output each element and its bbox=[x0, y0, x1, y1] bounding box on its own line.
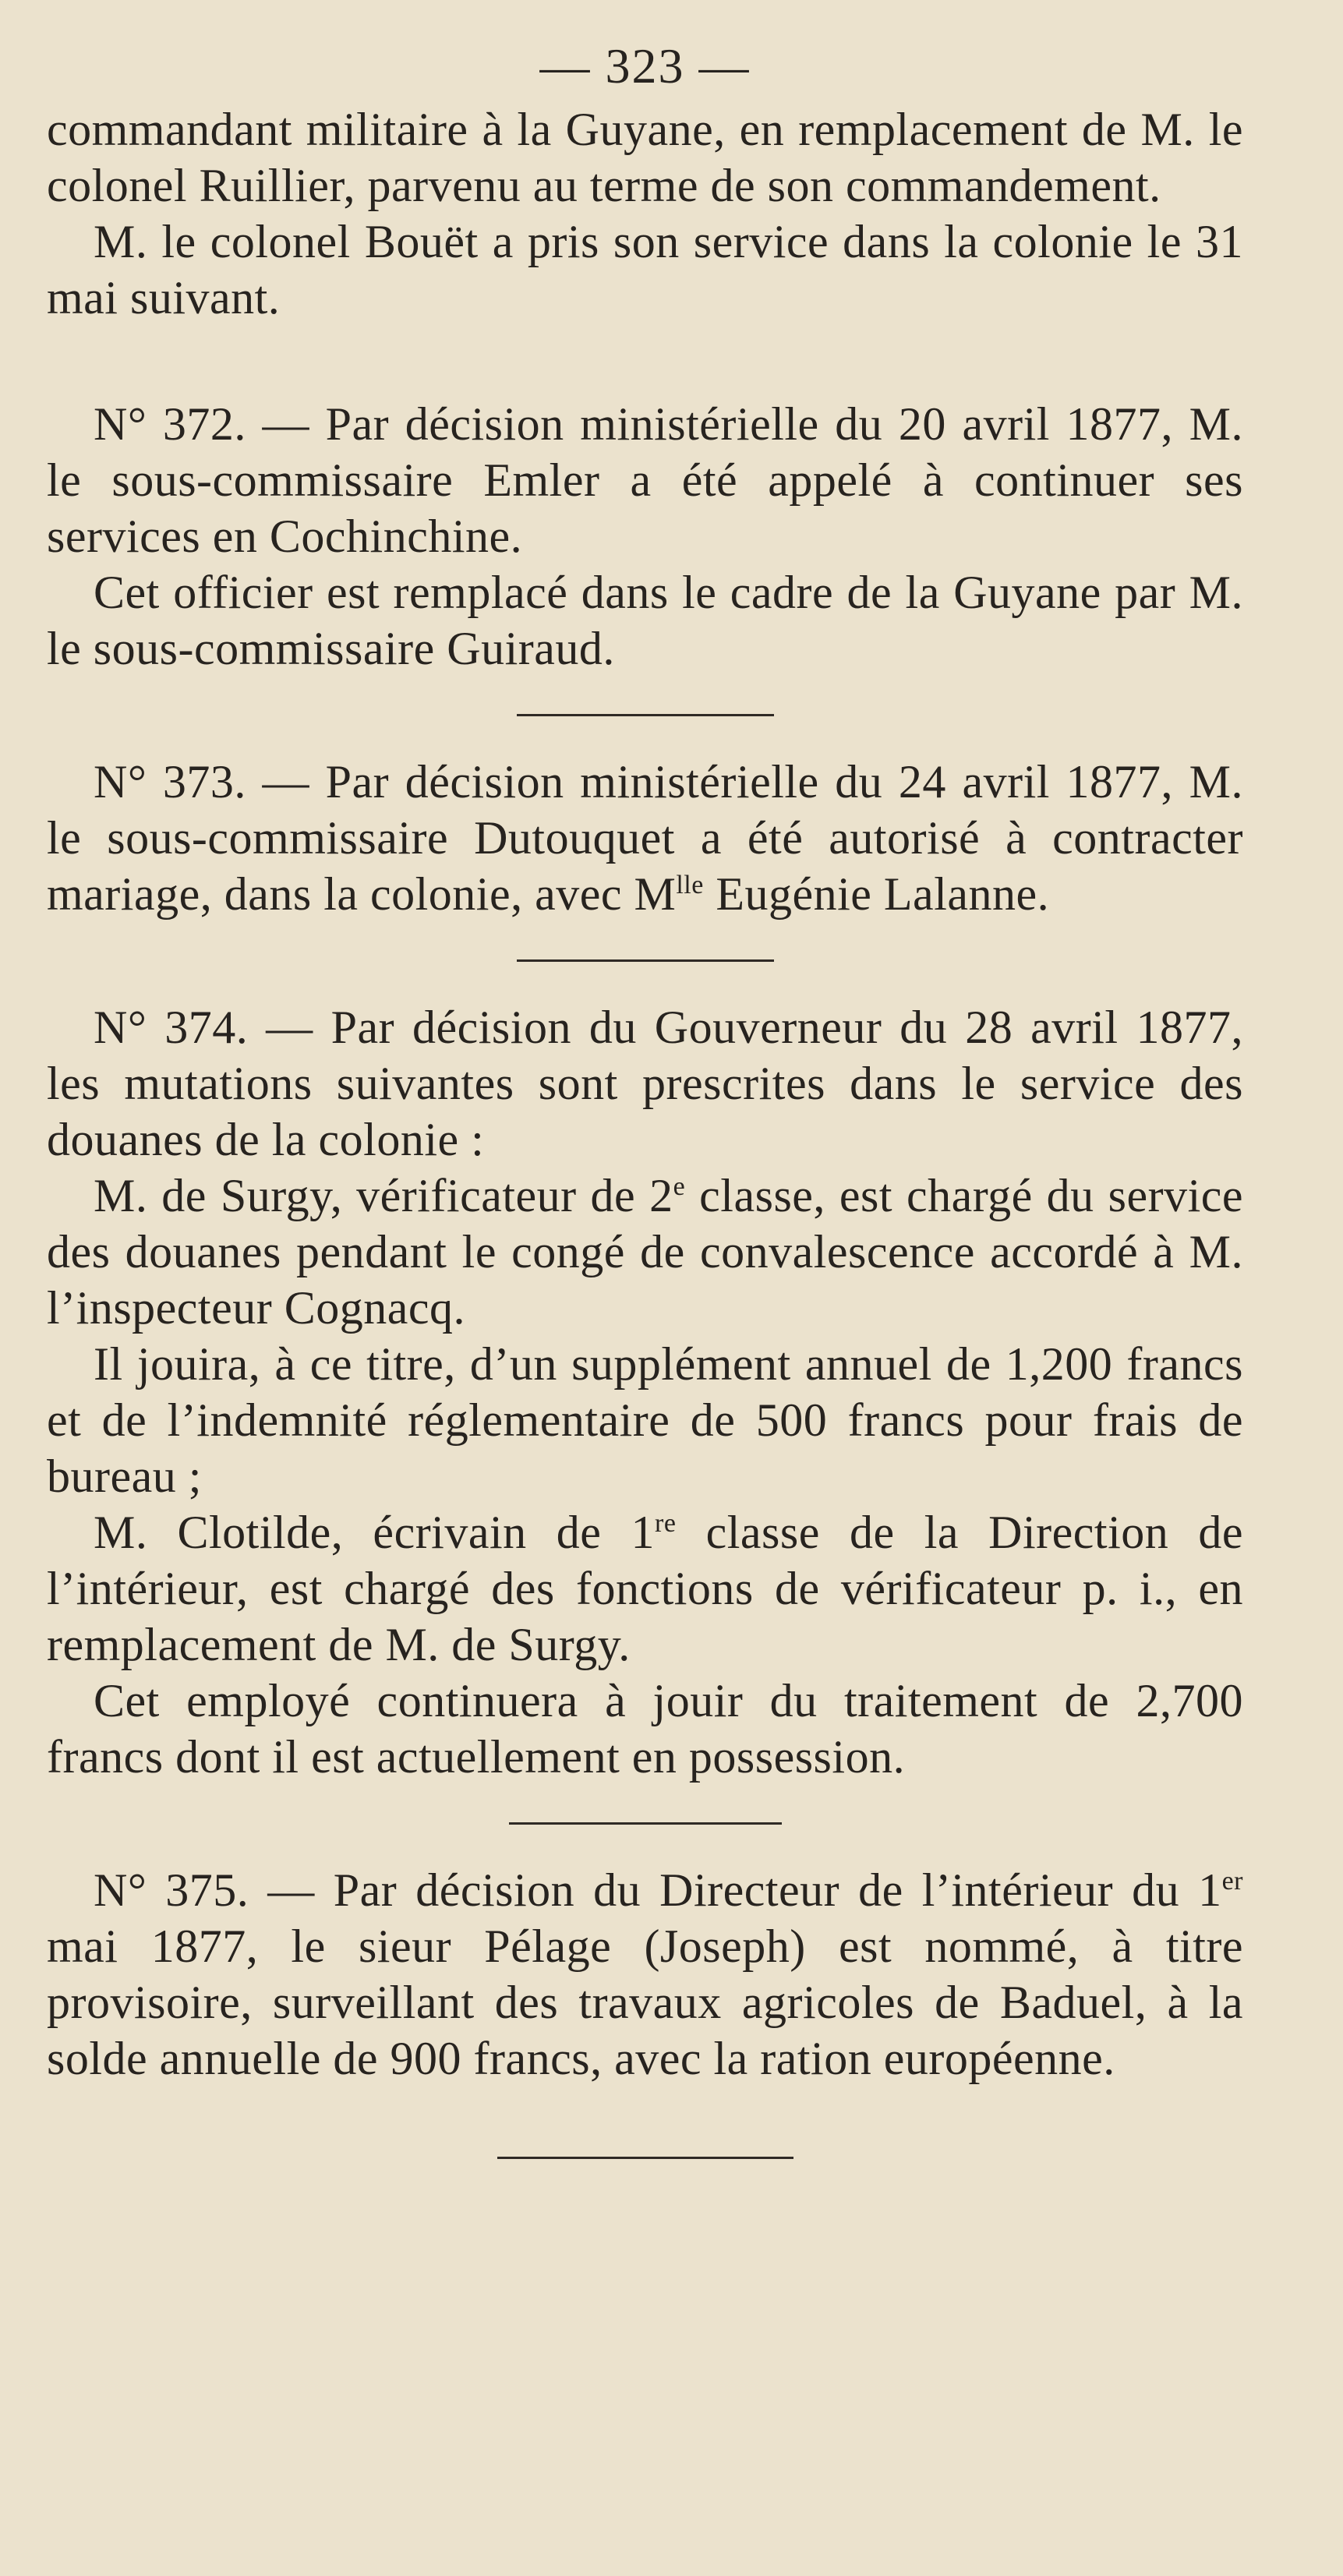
section-373-text-suffix: Eugénie Lalanne. bbox=[703, 868, 1050, 920]
section-375-text-prefix: N° 375. — Par décision du Directeur de l’intérieur du 1 bbox=[94, 1864, 1222, 1916]
section-375-paragraph-1 bbox=[47, 1862, 1243, 2087]
section-374-paragraph-1: N° 374. — Par décision du Gouverneur du 28 avril 1877, les mutations suivantes sont prescrites dans le service des douanes de la colonie : bbox=[47, 1002, 1243, 1165]
section-374-paragraph-5: Cet employé continuera à jouir du traitement de 2,700 francs dont il est actuellement en possession. bbox=[47, 1675, 1243, 1783]
section-372-paragraph-2: Cet officier est remplacé dans le cadre de la Guyane par M. le sous-commissaire Guiraud. bbox=[47, 567, 1243, 674]
spacer bbox=[47, 716, 1243, 754]
intro-paragraph-2: M. le colonel Bouët a pris son service dans la colonie le 31 mai suivant. bbox=[47, 216, 1243, 323]
section-374-paragraph-4-suffix: classe de la Direction de l’intérieur, est chargé des fonctions de vérificateur p. i., en remplacement de M. de Surgy. bbox=[47, 1507, 1243, 1670]
section-374-paragraph-2-prefix: M. de Surgy, vérificateur de 2 bbox=[94, 1170, 673, 1221]
spacer bbox=[47, 677, 1243, 714]
section-375 bbox=[47, 1862, 1243, 2087]
section-375-superscript: er bbox=[1221, 1867, 1243, 1896]
document-page bbox=[47, 31, 1243, 2541]
section-372 bbox=[47, 396, 1243, 677]
intro-paragraph-1: commandant militaire à la Guyane, en remplacement de M. le colonel Ruillier, parvenu au terme de son commandement. bbox=[47, 104, 1243, 211]
spacer bbox=[47, 962, 1243, 999]
section-374-paragraph-2 bbox=[47, 1168, 1243, 1336]
section-373-text-prefix: N° 373. — Par décision ministérielle du 24 avril 1877, M. le sous-commissaire Dutouquet a été autorisé à contracter mariage, dans la colonie, avec M bbox=[47, 756, 1243, 920]
section-374-paragraph-4-superscript: re bbox=[655, 1509, 677, 1538]
section-372-paragraph-1: N° 372. — Par décision ministérielle du 20 avril 1877, M. le sous-commissaire Emler a été appelé à continuer ses services en Cochinchine. bbox=[47, 398, 1243, 562]
intro-section bbox=[47, 101, 1243, 326]
spacer bbox=[47, 1825, 1243, 1862]
section-373-paragraph-1 bbox=[47, 754, 1243, 922]
section-374 bbox=[47, 999, 1243, 1785]
section-374-paragraph-3: Il jouira, à ce titre, d’un supplément annuel de 1,200 francs et de l’indemnité réglementaire de 500 francs pour frais de bureau ; bbox=[47, 1338, 1243, 1502]
section-374-paragraph-4-prefix: M. Clotilde, écrivain de 1 bbox=[94, 1507, 656, 1558]
section-373 bbox=[47, 754, 1243, 922]
section-373-superscript: lle bbox=[676, 871, 704, 899]
section-374-paragraph-2-suffix: classe, est chargé du service des douanes pendant le congé de convalescence accordé à M. l’inspecteur Cognacq. bbox=[47, 1170, 1243, 1334]
spacer bbox=[47, 1785, 1243, 1822]
page-number: — 323 — bbox=[539, 38, 751, 94]
spacer bbox=[47, 2087, 1243, 2157]
spacer bbox=[47, 326, 1243, 396]
section-374-paragraph-4 bbox=[47, 1504, 1243, 1673]
closing-rule bbox=[497, 2157, 793, 2159]
spacer bbox=[47, 922, 1243, 959]
section-374-paragraph-2-superscript: e bbox=[673, 1172, 686, 1201]
section-375-text-suffix: mai 1877, le sieur Pélage (Joseph) est nommé, à titre provisoire, surveillant des travaux agricoles de Baduel, à la solde annuelle de 900 francs, avec la ration européenne. bbox=[47, 1921, 1243, 2084]
